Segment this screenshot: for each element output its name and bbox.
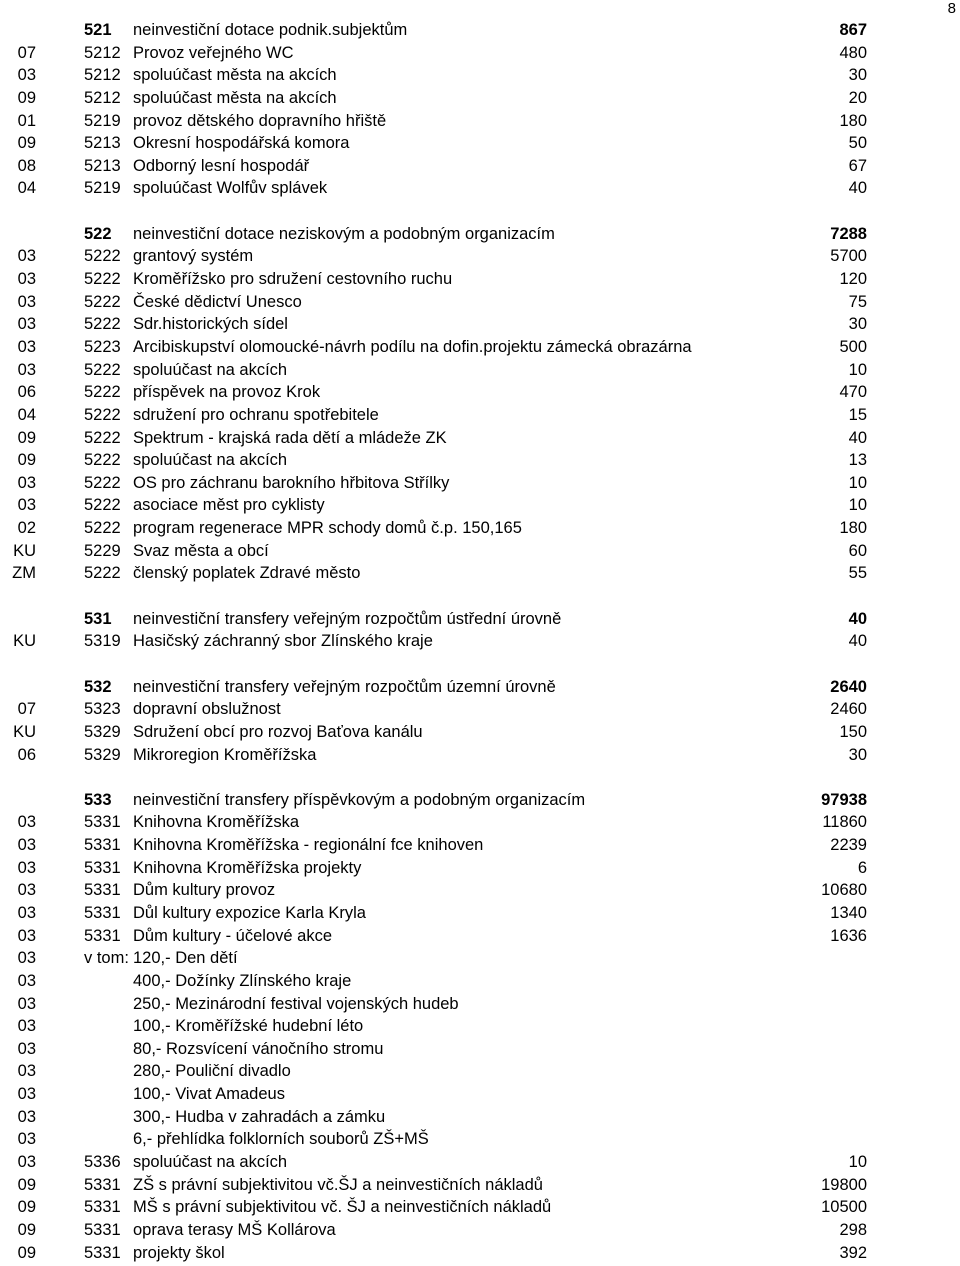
department-code: 03 [17, 1107, 36, 1126]
item-description: Dům kultury provoz [133, 881, 276, 900]
item-code: 5319 [84, 632, 121, 651]
item-description: oprava terasy MŠ Kollárova [133, 1220, 336, 1239]
item-description: 80,- Rozsvícení vánočního stromu [133, 1039, 384, 1058]
table-row [0, 1151, 960, 1174]
item-description: Mikroregion Kroměřížska [133, 745, 317, 764]
item-amount: 2460 [830, 700, 867, 719]
table-row [0, 947, 960, 970]
department-code: 03 [17, 858, 36, 877]
item-code: 5331 [84, 858, 121, 877]
department-code: 06 [17, 383, 36, 402]
item-code: 5331 [84, 1220, 121, 1239]
table-row [0, 1106, 960, 1129]
department-code: 03 [17, 836, 36, 855]
item-amount: 120 [839, 270, 867, 289]
item-amount: 2239 [830, 836, 867, 855]
department-code: 03 [17, 360, 36, 379]
item-amount: 500 [839, 337, 867, 356]
section-title: neinvestiční transfery veřejným rozpočtům ústřední úrovně [133, 609, 562, 628]
item-description: 100,- Kroměřížské hudební léto [133, 1017, 364, 1036]
department-code: 03 [17, 1085, 36, 1104]
item-code: 5331 [84, 813, 121, 832]
item-description: 300,- Hudba v zahradách a zámku [133, 1107, 386, 1126]
table-row [0, 42, 960, 65]
table-row [0, 721, 960, 744]
item-description: Knihovna Kroměřížska projekty [133, 858, 362, 877]
department-code: 09 [17, 88, 36, 107]
table-row [0, 562, 960, 585]
item-amount: 30 [848, 745, 867, 764]
department-code: 03 [17, 1039, 36, 1058]
item-amount: 40 [848, 179, 867, 198]
item-description: Okresní hospodářská komora [133, 134, 350, 153]
item-description: Sdružení obcí pro rozvoj Baťova kanálu [133, 722, 423, 741]
item-description: 120,- Den dětí [133, 949, 238, 968]
item-description: České dědictví Unesco [133, 292, 302, 311]
section-title: neinvestiční transfery příspěvkovým a podobným organizacím [133, 790, 586, 809]
table-row [0, 744, 960, 767]
section-spacer [0, 766, 960, 789]
section-code: 533 [84, 790, 112, 809]
item-code: 5212 [84, 88, 121, 107]
table-row [0, 427, 960, 450]
item-description: Spektrum - krajská rada dětí a mládeže ZK [133, 428, 447, 447]
item-amount: 50 [848, 134, 867, 153]
item-amount: 40 [848, 632, 867, 651]
department-code: ZM [12, 564, 36, 583]
item-amount: 470 [839, 383, 867, 402]
item-amount: 20 [848, 88, 867, 107]
item-code: 5222 [84, 451, 121, 470]
department-code: 09 [17, 1175, 36, 1194]
item-code: 5336 [84, 1153, 121, 1172]
item-amount: 5700 [830, 247, 867, 266]
table-row [0, 517, 960, 540]
section-total: 7288 [830, 224, 867, 243]
item-amount: 30 [848, 315, 867, 334]
item-description: spoluúčast města na akcích [133, 66, 337, 85]
department-code: 03 [17, 473, 36, 492]
item-description: 6,- přehlídka folklorních souborů ZŠ+MŠ [133, 1130, 429, 1149]
item-amount: 75 [848, 292, 867, 311]
item-code: 5331 [84, 881, 121, 900]
department-code: 04 [17, 179, 36, 198]
table-row [0, 902, 960, 925]
item-code: 5331 [84, 926, 121, 945]
section-code: 532 [84, 677, 112, 696]
item-code: 5229 [84, 541, 121, 560]
department-code: KU [13, 541, 36, 560]
item-code: 5222 [84, 270, 121, 289]
item-code: 5331 [84, 1198, 121, 1217]
item-description: Knihovna Kroměřížska - regionální fce knihoven [133, 836, 484, 855]
item-description: 100,- Vivat Amadeus [133, 1085, 285, 1104]
item-amount: 60 [848, 541, 867, 560]
item-amount: 298 [839, 1220, 867, 1239]
table-row [0, 811, 960, 834]
item-amount: 55 [848, 564, 867, 583]
department-code: 03 [17, 994, 36, 1013]
department-code: 04 [17, 405, 36, 424]
item-code: 5222 [84, 564, 121, 583]
table-row [0, 540, 960, 563]
table-row [0, 1038, 960, 1061]
item-description: Arcibiskupství olomoucké-návrh podílu na dofin.projektu zámecká obrazárna [133, 337, 692, 356]
table-row [0, 1060, 960, 1083]
item-code: 5222 [84, 519, 121, 538]
department-code: 09 [17, 1198, 36, 1217]
department-code: 09 [17, 451, 36, 470]
table-row [0, 857, 960, 880]
item-description: 280,- Pouliční divadlo [133, 1062, 291, 1081]
item-description: sdružení pro ochranu spotřebitele [133, 405, 379, 424]
department-code: 03 [17, 1062, 36, 1081]
table-row [0, 879, 960, 902]
item-description: Dům kultury - účelové akce [133, 926, 332, 945]
item-description: spoluúčast na akcích [133, 360, 288, 379]
item-description: spoluúčast na akcích [133, 1153, 288, 1172]
item-code: 5331 [84, 903, 121, 922]
table-row [0, 381, 960, 404]
item-amount: 10 [848, 360, 867, 379]
department-code: 03 [17, 496, 36, 515]
item-description: asociace měst pro cyklisty [133, 496, 325, 515]
department-code: 03 [17, 1153, 36, 1172]
table-row [0, 132, 960, 155]
page-number: 8 [947, 0, 956, 17]
item-description: MŠ s právní subjektivitou vč. ŠJ a neinvestičních nákladů [133, 1198, 552, 1217]
item-amount: 480 [839, 43, 867, 62]
item-amount: 10 [848, 473, 867, 492]
section-spacer [0, 585, 960, 608]
item-code: 5222 [84, 473, 121, 492]
department-code: 09 [17, 1220, 36, 1239]
item-code: 5213 [84, 134, 121, 153]
item-description: 400,- Dožínky Zlínského kraje [133, 971, 352, 990]
item-code: 5222 [84, 360, 121, 379]
department-code: 01 [17, 111, 36, 130]
item-description: Provoz veřejného WC [133, 43, 294, 62]
section-total: 97938 [821, 790, 867, 809]
item-code: 5331 [84, 1175, 121, 1194]
item-code: v tom: [84, 949, 129, 968]
item-amount: 1636 [830, 926, 867, 945]
item-code: 5222 [84, 496, 121, 515]
item-description: Sdr.historických sídel [133, 315, 288, 334]
table-row [0, 291, 960, 314]
department-code: 03 [17, 813, 36, 832]
table-row [0, 1242, 960, 1265]
item-amount: 40 [848, 428, 867, 447]
table-row [0, 87, 960, 110]
department-code: 07 [17, 700, 36, 719]
section-title: neinvestiční transfery veřejným rozpočtům územní úrovně [133, 677, 556, 696]
department-code: 02 [17, 519, 36, 538]
item-description: Knihovna Kroměřížska [133, 813, 299, 832]
item-code: 5329 [84, 745, 121, 764]
item-amount: 150 [839, 722, 867, 741]
department-code: 03 [17, 66, 36, 85]
table-row [0, 177, 960, 200]
table-row [0, 245, 960, 268]
table-row [0, 472, 960, 495]
table-row [0, 268, 960, 291]
item-amount: 15 [848, 405, 867, 424]
item-description: Důl kultury expozice Karla Kryla [133, 903, 366, 922]
section-total: 867 [839, 21, 867, 39]
item-code: 5219 [84, 179, 121, 198]
department-code: KU [13, 632, 36, 651]
department-code: 09 [17, 428, 36, 447]
item-amount: 19800 [821, 1175, 867, 1194]
section-header [0, 223, 960, 246]
table-row [0, 110, 960, 133]
section-header [0, 608, 960, 631]
table-row [0, 630, 960, 653]
table-row [0, 313, 960, 336]
item-description: příspěvek na provoz Krok [133, 383, 321, 402]
department-code: 03 [17, 926, 36, 945]
item-amount: 6 [857, 858, 867, 877]
section-header [0, 19, 960, 42]
section-spacer [0, 653, 960, 676]
item-code: 5212 [84, 66, 121, 85]
department-code: 03 [17, 270, 36, 289]
item-description: projekty škol [133, 1243, 225, 1262]
section-spacer [0, 200, 960, 223]
section-total: 40 [848, 609, 867, 628]
item-amount: 10 [848, 496, 867, 515]
department-code: 09 [17, 1243, 36, 1262]
section-total: 2640 [830, 677, 867, 696]
department-code: 03 [17, 949, 36, 968]
item-code: 5222 [84, 383, 121, 402]
table-row [0, 336, 960, 359]
item-description: Kroměřížsko pro sdružení cestovního ruchu [133, 270, 453, 289]
item-amount: 11860 [822, 813, 867, 832]
item-description: provoz dětského dopravního hřiště [133, 111, 387, 130]
section-header [0, 789, 960, 812]
item-code: 5331 [84, 836, 121, 855]
table-row [0, 1174, 960, 1197]
item-code: 5329 [84, 722, 121, 741]
table-row [0, 1196, 960, 1219]
item-amount: 13 [848, 451, 867, 470]
item-amount: 1340 [830, 903, 867, 922]
table-row [0, 1128, 960, 1151]
item-description: Svaz města a obcí [133, 541, 269, 560]
table-row [0, 155, 960, 178]
item-description: Odborný lesní hospodář [133, 156, 310, 175]
item-description: spoluúčast na akcích [133, 451, 288, 470]
table-row [0, 1083, 960, 1106]
section-code: 522 [84, 224, 112, 243]
department-code: 09 [17, 134, 36, 153]
item-amount: 10 [848, 1153, 867, 1172]
department-code: 03 [17, 881, 36, 900]
table-row [0, 64, 960, 87]
budget-table [0, 19, 960, 1264]
item-code: 5219 [84, 111, 121, 130]
item-amount: 180 [839, 519, 867, 538]
table-row [0, 970, 960, 993]
department-code: 03 [17, 903, 36, 922]
table-row [0, 698, 960, 721]
item-description: Hasičský záchranný sbor Zlínského kraje [133, 632, 433, 651]
section-title: neinvestiční dotace podnik.subjektům [133, 21, 408, 39]
item-code: 5222 [84, 292, 121, 311]
department-code: 08 [17, 156, 36, 175]
table-row [0, 359, 960, 382]
item-description: spoluúčast města na akcích [133, 88, 337, 107]
item-code: 5223 [84, 337, 121, 356]
item-description: spoluúčast Wolfův splávek [133, 179, 328, 198]
item-code: 5222 [84, 247, 121, 266]
section-header [0, 676, 960, 699]
item-code: 5213 [84, 156, 121, 175]
item-amount: 180 [839, 111, 867, 130]
table-row [0, 925, 960, 948]
table-row [0, 449, 960, 472]
table-row [0, 993, 960, 1016]
department-code: 03 [17, 1017, 36, 1036]
item-code: 5222 [84, 428, 121, 447]
department-code: 03 [17, 1130, 36, 1149]
section-title: neinvestiční dotace neziskovým a podobným organizacím [133, 224, 555, 243]
table-row [0, 1219, 960, 1242]
department-code: 03 [17, 315, 36, 334]
item-description: OS pro záchranu barokního hřbitova Střílky [133, 473, 450, 492]
table-row [0, 834, 960, 857]
item-description: program regenerace MPR schody domů č.p. 150,165 [133, 519, 522, 538]
item-description: 250,- Mezinárodní festival vojenských hudeb [133, 994, 459, 1013]
department-code: 07 [17, 43, 36, 62]
item-code: 5222 [84, 315, 121, 334]
item-code: 5212 [84, 43, 121, 62]
item-description: ZŠ s právní subjektivitou vč.ŠJ a neinvestičních nákladů [133, 1175, 543, 1194]
item-code: 5222 [84, 405, 121, 424]
item-amount: 67 [848, 156, 867, 175]
item-code: 5323 [84, 700, 121, 719]
item-description: grantový systém [133, 247, 254, 266]
item-amount: 30 [848, 66, 867, 85]
item-amount: 392 [839, 1243, 867, 1262]
item-amount: 10500 [821, 1198, 867, 1217]
department-code: 06 [17, 745, 36, 764]
department-code: 03 [17, 247, 36, 266]
department-code: KU [13, 722, 36, 741]
department-code: 03 [17, 971, 36, 990]
item-amount: 10680 [821, 881, 867, 900]
item-description: dopravní obslužnost [133, 700, 281, 719]
department-code: 03 [17, 337, 36, 356]
table-row [0, 494, 960, 517]
table-row [0, 404, 960, 427]
table-row [0, 1015, 960, 1038]
item-code: 5331 [84, 1243, 121, 1262]
item-description: členský poplatek Zdravé město [133, 564, 361, 583]
section-code: 531 [84, 609, 112, 628]
section-code: 521 [84, 21, 112, 39]
department-code: 03 [17, 292, 36, 311]
